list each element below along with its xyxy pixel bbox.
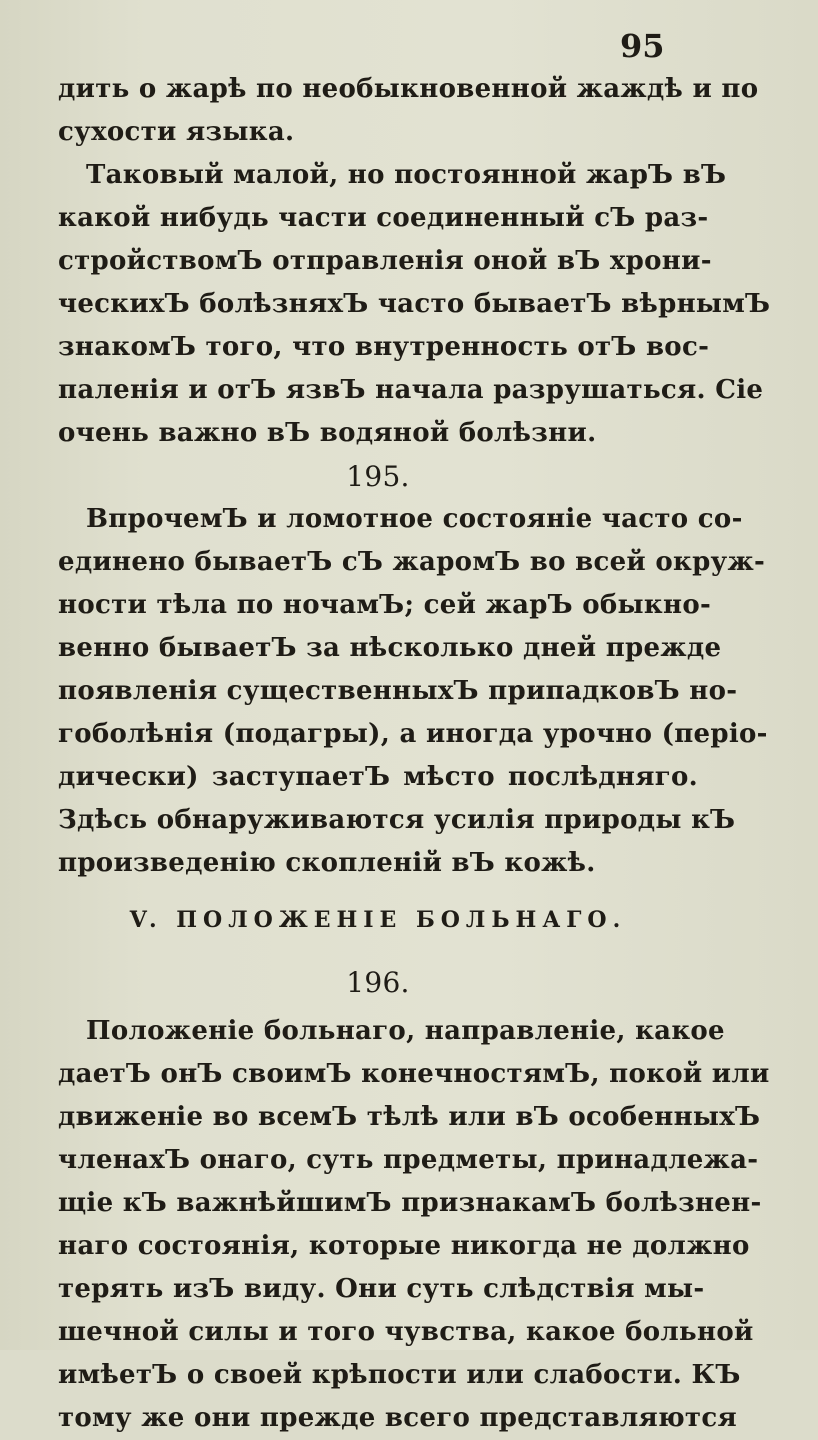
text-line: единено бываетЪ сЪ жаромЪ во всей окруж- [58, 547, 766, 577]
section-number: 195. [346, 460, 410, 493]
text-line: произведенію скопленій вЪ кожѣ. [58, 848, 596, 878]
page-number: 95 [620, 27, 665, 65]
text-line: даетЪ онЪ своимЪ конечностямЪ, покой или [58, 1059, 770, 1089]
text-line: движеніе во всемЪ тѣлѣ или вЪ особенныхЪ [58, 1102, 761, 1132]
text-line: ности тѣла по ночамЪ; сей жарЪ обыкно- [58, 590, 712, 620]
text-line: появленія существенныхЪ припадковЪ но- [58, 676, 738, 706]
text-line: ВпрочемЪ и ломотное состояніе часто со- [86, 504, 743, 534]
text-line: наго состоянія, которые никогда не должно [58, 1231, 750, 1261]
page-text [58, 68, 771, 1440]
text-line: дически) заступаетЪ мѣсто послѣдняго. [58, 762, 698, 792]
section-number: 196. [346, 966, 410, 999]
text-line: очень важно вЪ водяной болѣзни. [58, 418, 597, 448]
text-line: стройствомЪ отправленія оной вЪ хрони- [58, 246, 712, 276]
text-line: терять изЪ виду. Они суть слѣдствія мы- [58, 1274, 705, 1304]
text-line: венно бываетЪ за нѣсколько дней прежде [58, 633, 722, 663]
text-line: Таковый малой, но постоянной жарЪ вЪ [86, 160, 727, 190]
text-line: тому же они прежде всего представляются [58, 1403, 737, 1433]
text-line: шечной силы и того чувства, какое больной [58, 1317, 754, 1347]
text-line: имѣетЪ о своей крѣпости или слабости. КЪ [58, 1360, 741, 1390]
chapter-heading: V. ПОЛОЖЕНІЕ БОЛЬНАГО. [129, 907, 627, 933]
text-line: членахЪ онаго, суть предметы, принадлежа- [58, 1145, 759, 1175]
text-line: знакомЪ того, что внутренность отЪ вос- [58, 332, 710, 362]
text-line: Здѣсь обнаруживаются усилія природы кЪ [58, 805, 736, 835]
text-line: гоболѣнія (подагры), а иногда урочно (періо- [58, 719, 768, 749]
text-line: дить о жарѣ по необыкновенной жаждѣ и по [58, 74, 759, 104]
text-line: щіе кЪ важнѣйшимЪ признакамЪ болѣзнен- [58, 1188, 762, 1218]
text-line: сухости языка. [58, 117, 295, 147]
text-line: паленія и отЪ язвЪ начала разрушаться. Сіе [58, 375, 764, 405]
text-line: ческихЪ болѣзняхЪ часто бываетЪ вѣрнымЪ [58, 289, 771, 319]
text-line: какой нибудь части соединенный сЪ раз- [58, 203, 709, 233]
text-line: Положеніе больнаго, направленіе, какое [86, 1016, 725, 1046]
